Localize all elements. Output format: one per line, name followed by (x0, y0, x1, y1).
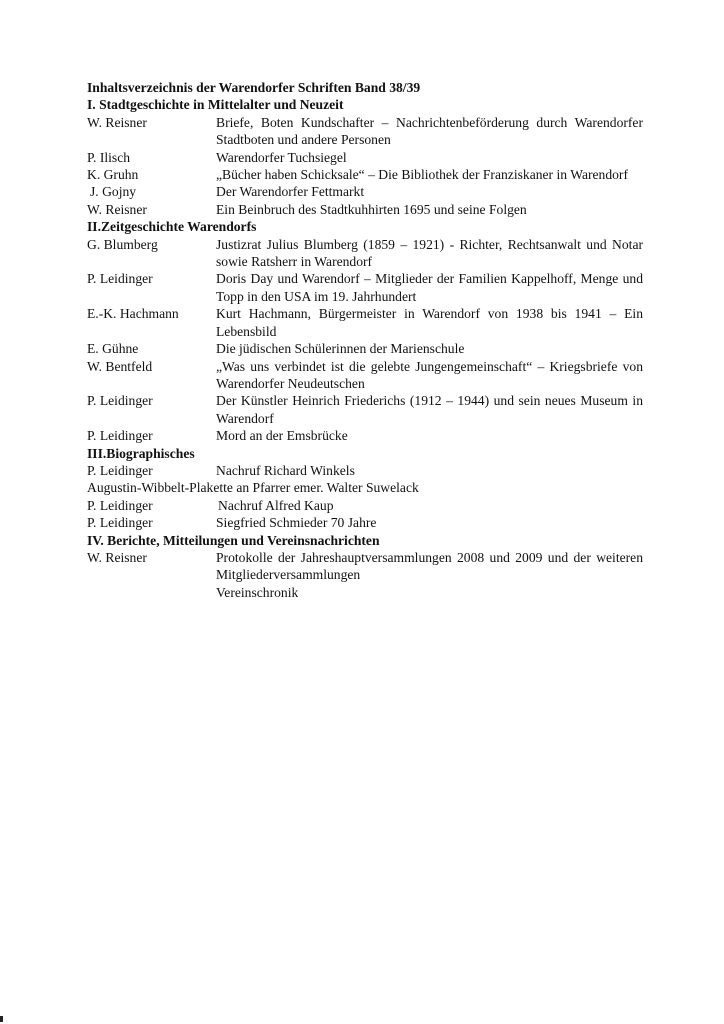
toc-entry (87, 462, 643, 479)
entry-author: P. Ilisch (87, 149, 131, 165)
entry-author: P. Leidinger (87, 515, 153, 531)
entry-title: Kurt Hachmann, Bürgermeister in Warendorf von 1938 bis 1941 – Ein Lebensbild (216, 306, 643, 339)
toc-entry (87, 497, 643, 514)
entry-author: P. Leidinger (87, 271, 153, 287)
entry-title: Justizrat Julius Blumberg (1859 – 1921) - Richter, Rechtsanwalt und Notar sowie Ratsherr in Warendorf (216, 236, 643, 270)
toc-entry (87, 305, 643, 340)
entry-title: Der Warendorfer Fettmarkt (216, 184, 365, 200)
entry-author: W. Reisner (87, 549, 147, 565)
entry-title: Doris Day und Warendorf – Mitglieder der Familien Kappelhoff, Menge und Topp in den USA im 19. Jahrhundert (216, 271, 643, 304)
toc-entry (87, 270, 643, 305)
entry-author: P. Leidinger (87, 497, 153, 513)
entry-title: Vereinschronik (216, 584, 299, 600)
section-heading: II.Zeitgeschichte Warendorfs (87, 219, 257, 235)
entry-title: Ein Beinbruch des Stadtkuhhirten 1695 und seine Folgen (216, 201, 527, 217)
entry-title: Siegfried Schmieder 70 Jahre (216, 515, 377, 531)
entry-author: W. Reisner (87, 114, 147, 130)
entry-author: P. Leidinger (87, 393, 153, 409)
entry-title: Nachruf Alfred Kaup (218, 497, 334, 513)
toc-entry (87, 549, 643, 584)
toc-entry (87, 392, 643, 427)
toc-entry (87, 427, 643, 444)
entry-author: E.-K. Hachmann (87, 306, 179, 322)
entry-author: G. Blumberg (87, 236, 158, 252)
toc-entry (87, 514, 643, 531)
toc-entry (87, 236, 643, 271)
section-heading: III.Biographisches (87, 445, 195, 461)
toc-entry (87, 166, 643, 183)
entry-author: E. Gühne (87, 341, 139, 357)
toc-entry-continuation (87, 584, 643, 601)
entry-title: Protokolle der Jahreshauptversammlungen 2008 und 2009 und der weiteren Mitgliederversammlungen (216, 549, 643, 583)
toc-entry (87, 183, 643, 200)
entry-author: P. Leidinger (87, 428, 153, 444)
toc-entry-full: Augustin-Wibbelt-Plakette an Pfarrer emer. Walter Suwelack (87, 480, 419, 496)
entry-author: K. Gruhn (87, 167, 139, 183)
document-title: Inhaltsverzeichnis der Warendorfer Schriften Band 38/39 (87, 80, 421, 95)
toc-entry (87, 149, 643, 166)
toc-entry (87, 358, 643, 393)
entry-title: Briefe, Boten Kundschafter – Nachrichtenbeförderung durch Warendorfer Stadtboten und andere Personen (216, 114, 643, 148)
entry-title: Die jüdischen Schülerinnen der Marienschule (216, 341, 465, 357)
entry-title: Warendorfer Tuchsiegel (216, 149, 347, 165)
toc-entry (87, 340, 643, 357)
section-heading: IV. Berichte, Mitteilungen und Vereinsnachrichten (87, 532, 380, 548)
entry-title: Der Künstler Heinrich Friederichs (1912 – 1944) und sein neues Museum in Warendorf (216, 393, 643, 426)
section-heading: I. Stadtgeschichte in Mittelalter und Neuzeit (87, 97, 344, 113)
entry-title: „Bücher haben Schicksale“ – Die Bibliothek der Franziskaner in Warendorf (216, 167, 628, 183)
entry-author: W. Reisner (87, 201, 147, 217)
entry-title: „Was uns verbindet ist die gelebte Jungengemeinschaft“ – Kriegsbriefe von Warendorfer Neudeutschen (216, 358, 643, 391)
scan-mark (0, 1016, 3, 1022)
toc-entry (87, 114, 643, 149)
entry-title: Nachruf Richard Winkels (216, 462, 355, 478)
table-of-contents (87, 79, 643, 601)
entry-author: P. Leidinger (87, 462, 153, 478)
entry-title: Mord an der Emsbrücke (216, 428, 348, 444)
entry-author: W. Bentfeld (87, 358, 153, 374)
author-spacer (87, 584, 216, 601)
toc-entry (87, 201, 643, 218)
entry-author: J. Gojny (90, 184, 137, 200)
